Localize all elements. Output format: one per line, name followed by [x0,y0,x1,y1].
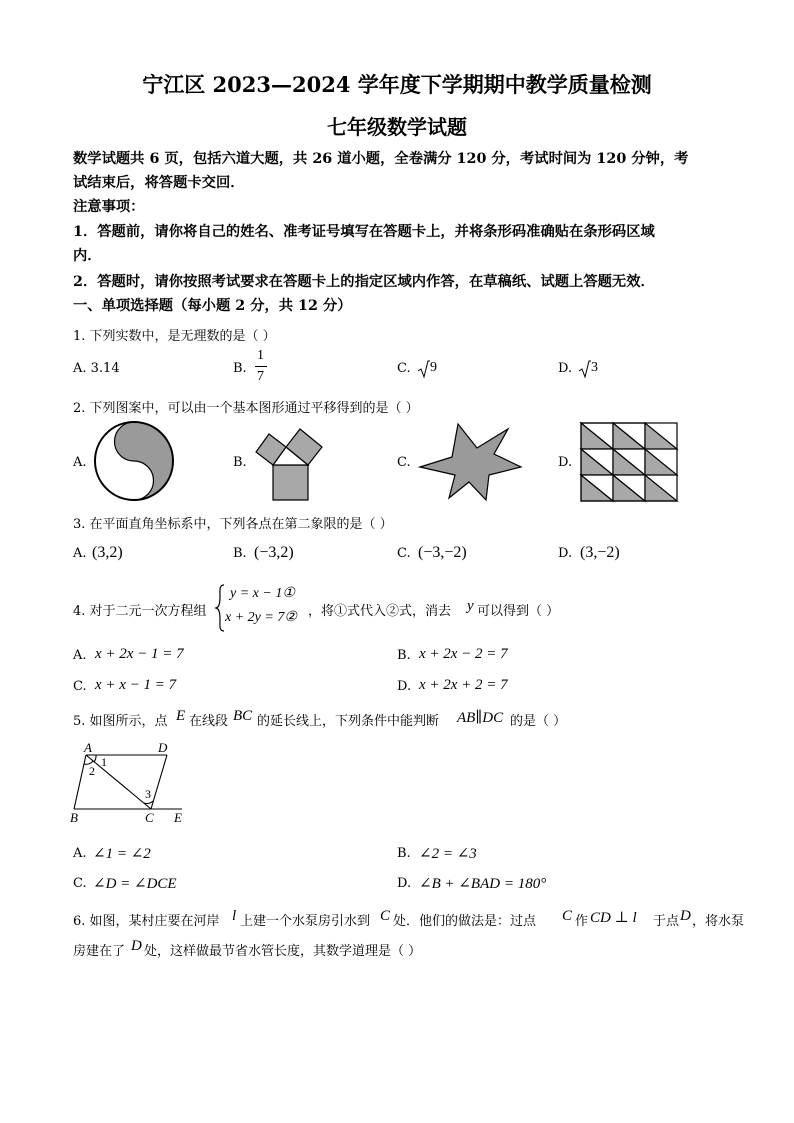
q5-figure-label-a: A [84,740,92,755]
q4-stem-prefix: 4. 对于二元一次方程组 [73,604,207,619]
q6-line1-d: 作 [575,914,589,929]
q6-var-l: l [232,908,237,924]
q2-option-c-label: C. [397,455,411,470]
q4-stem-post: ，将①式代入②式，消去 [308,604,452,619]
q5-figure-label-e: E [174,810,182,825]
q5-option-d-label: D. [397,876,412,891]
q5-figure-angle-3: 3 [145,787,151,801]
q1-option-d-sqrt-icon [579,360,591,378]
q5-relation: AB∥DC [457,710,504,726]
q6-perpendicular: CD ⊥ l [590,910,637,926]
q3-option-d-value: (3,−2) [580,544,620,561]
intro-line-1: 数学试题共 6 页，包括六道大题，共 26 道小题，全卷满分 120 分，考试时间为 120 分钟，考 [73,151,689,167]
q5-option-a-label: A. [73,846,87,861]
q1-option-d-radicand: 3 [591,360,598,375]
q6-point-c-2: C [562,908,573,924]
q1-option-b-label: B. [233,361,247,376]
q5-point-e: E [176,708,186,724]
q6-point-d-2: D [131,938,142,954]
notice-1b: 内． [73,248,102,264]
q5-segment-bc: BC [233,708,253,724]
q1-option-c-sqrt-icon [418,360,430,378]
section-1-heading: 一、单项选择题（每小题 2 分，共 12 分） [73,298,352,314]
q4-brace-icon [215,584,225,632]
q1-option-c-radicand: 9 [430,360,437,375]
q4-option-b-value: x + 2x − 2 = 7 [419,646,508,662]
q4-option-c-value: x + x − 1 = 7 [95,677,177,693]
q3-option-a-label: A. [73,546,87,561]
notice-1a: 1．答题前，请你将自己的姓名、准考证号填写在答题卡上，并将条形码准确贴在条形码区域 [73,224,655,240]
intro-line-2: 试结束后，将答题卡交回． [73,175,245,191]
q4-option-d-label: D. [397,679,412,694]
q3-option-b-value: (−3,2) [254,544,294,561]
q1-option-a: A. 3.14 [73,361,120,376]
q6-line2-b: 处，这样做最节省水管长度，其数学道理是（ ） [144,944,422,959]
q4-option-b-label: B. [397,648,411,663]
q2-stem: 2. 下列图案中，可以由一个基本图形通过平移得到的是（ ） [73,401,419,416]
q3-option-b-label: B. [233,546,247,561]
page-subtitle: 七年级数学试题 [327,115,467,139]
q6-line2-a: 房建在了 [73,944,126,959]
q4-option-a-value: x + 2x − 1 = 7 [95,646,184,662]
q1-option-b-denominator: 7 [257,369,264,384]
q4-option-c-label: C. [73,679,87,694]
q5-option-d-value: ∠B + ∠BAD = 180° [419,876,547,892]
q4-equation-1: y = x − 1① [230,586,295,601]
q1-fraction-bar [255,366,267,367]
q6-line1-e: 于点 [653,914,680,929]
q4-equation-2: x + 2y = 7② [225,610,297,625]
q5-option-c-value: ∠D = ∠DCE [93,876,177,892]
q3-option-c-value: (−3,−2) [418,544,467,561]
q5-option-b-value: ∠2 = ∠3 [419,846,477,862]
q5-figure-label-b: B [70,810,78,825]
q5-stem-prefix: 5. 如图所示，点 [73,714,168,729]
q2-option-d-triangle-grid-icon [581,423,677,501]
q5-stem-end: 的是（ ） [510,714,567,729]
q5-figure-angle-1: 1 [101,755,107,769]
q6-point-d: D [680,908,691,924]
q5-figure-angle-2: 2 [89,764,95,778]
q2-option-d-label: D. [558,455,573,470]
q2-option-a-label: A. [73,455,87,470]
q4-option-d-value: x + 2x + 2 = 7 [419,677,508,693]
q3-option-c-label: C. [397,546,411,561]
q2-option-b-pythagoras-icon [255,420,323,502]
q1-stem: 1. 下列实数中，是无理数的是（ ） [73,329,276,344]
q5-stem-mid2: 的延长线上，下列条件中能判断 [257,714,440,729]
q4-stem-end: 可以得到（ ） [477,604,560,619]
q3-option-d-label: D. [558,546,573,561]
q4-option-a-label: A. [73,648,87,663]
q5-figure-label-d: D [158,740,168,755]
q5-figure-label-c: C [145,810,154,825]
q3-stem: 3. 在平面直角坐标系中，下列各点在第二象限的是（ ） [73,517,393,532]
q1-option-c-label: C. [397,361,411,376]
q3-option-a-value: (3,2) [92,544,123,561]
q6-line1-b: 上建一个水泵房引水到 [240,914,371,929]
q2-option-a-yinyang-icon [93,420,175,502]
q6-line1-c: 处．他们的做法是：过点 [393,914,537,929]
q5-option-a-value: ∠1 = ∠2 [93,846,151,862]
q2-option-b-label: B. [233,455,247,470]
page-title: 宁江区 2023—2024 学年度下学期期中教学质量检测 [142,72,652,97]
q4-stem-variable: y [467,598,474,614]
q5-option-b-label: B. [397,846,411,861]
notice-2: 2．答题时，请你按照考试要求在答题卡上的指定区域内作答，在草稿纸、试题上答题无效． [73,274,655,290]
q1-option-b-numerator: 1 [257,348,264,363]
notice-heading: 注意事项： [73,199,145,215]
q2-option-c-star-icon [418,420,523,502]
q1-option-d-label: D. [558,361,573,376]
q6-line1-a: 6. 如图，某村庄要在河岸 [73,914,220,929]
q5-stem-mid: 在线段 [189,714,229,729]
q6-point-c: C [380,908,391,924]
q6-line1-f: ，将水泵 [692,914,745,929]
q5-option-c-label: C. [73,876,87,891]
